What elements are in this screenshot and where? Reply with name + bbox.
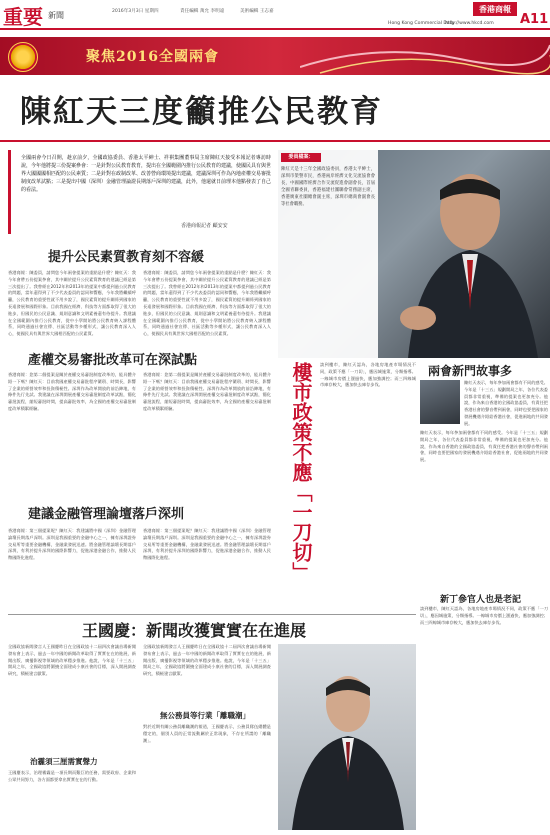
caption-body: 陳紅天是十三年全國政協委員，香港太平紳士，深圳市榮譽市民，香港兩岸經濟文化交流協會會長，中國國際經濟合作交流促進會副會長，首屆全國青聯委員，香港福建社團聯會常務副主席，香港廣東社團總會副主席，深圳市總商會副會長等社會職務。 xyxy=(281,167,375,207)
section-heading: 產權交易審批改革可在深試點 xyxy=(28,353,198,368)
section-heading: 建議金融管理論壇落戶深圳 xyxy=(28,507,185,522)
lead-byline: 香港商報記者 顧安安 xyxy=(181,223,228,229)
headline-rule xyxy=(0,140,550,142)
section-title: 重要 xyxy=(3,5,43,29)
speaker-photo xyxy=(278,644,416,830)
section-heading: 兩會新門故事多 xyxy=(428,364,513,378)
caption-box xyxy=(278,150,378,358)
speaker-figure xyxy=(278,644,416,830)
article-text: 香港商報：第三個提案呢？陳紅天：我建議將中國（深圳）金融管理論壇長期落戶深圳。深圳是我國重要的金融中心之一，擁有深圳證券交易所等重要金融機構，金融業發展迅速。將金融管理論壇長期落戶深圳，有利於提升深圳的國際影響力，促進深港金融合作，推動人民幣國際化進程。 xyxy=(143,528,271,561)
topic-banner xyxy=(0,37,550,75)
subsection-label: 新聞 xyxy=(48,11,64,20)
paper-url: http://www.hkcd.com xyxy=(445,21,494,26)
portrait-figure xyxy=(378,150,550,358)
section-heading: 新丁參官人也是老記 xyxy=(440,595,522,605)
caption-label: 委員檔案： xyxy=(281,153,321,162)
article-text: 香港商報：您第二個提案是關於產權交易審批制度改革的，能具體介紹一下嗎？陳紅天：目前我國產權交易審批程序繁瑣、時間長，影響了企業的經營效率和投資積極性。深圳作為改革開放的前沿陣地，有條件先行先試。我建議在深圳開展產權交易審批制度改革試點，簡化審批流程，縮短審批時間，提高審批效率，為全國的產權交易審批制度改革積累經驗。 xyxy=(143,372,271,411)
article-text: 談到樓市，陳紅天認為，各地房地產市場情況不同，政策不應「一刀切」，應因城施策，分類指導。一線城市房價上漲過快，應加強調控；而三四線城市庫存較大，應加快去庫存步伐。 xyxy=(320,362,416,388)
article-text: 陳紅天表示，每年參加兩會都有不同的感受。今年是「十三五」規劃開局之年，各位代表委員都非常重視，準備的提案也更加充分。他說，作為來自香港的全國政協委員，有責任把香港社會的聲音帶到兩會，同時也要把國家的發展機遇介紹給香港社會，促進兩地的共同發展。 xyxy=(464,380,548,426)
section-heading: 提升公民素質教育刻不容緩 xyxy=(48,250,205,265)
date-line: 2016年3月3日 星期四 xyxy=(112,9,159,14)
article-text: 全國政協新聞發言人王國慶昨日在全國政協十二屆四次會議首場新聞發布會上表示，過去一年中國的新聞改革取得了實實在在的進展，新聞出版、廣播影視等領域的改革穩步推進。他說，今年是「十三五」開局之年，全國政協將圍繞全面建成小康社會的目標，深入開展調查研究，積極建言獻策。 xyxy=(8,644,136,677)
article-text: 香港商報：第三個提案呢？陳紅天：我建議將中國（深圳）金融管理論壇長期落戶深圳。深圳是我國重要的金融中心之一，擁有深圳證券交易所等重要金融機構，金融業發展迅速。將金融管理論壇長期落戶深圳，有利於提升深圳的國際影響力，促進深港金融合作，推動人民幣國際化進程。 xyxy=(8,528,136,561)
vertical-headline: 樓市政策不應「一刀切」 xyxy=(289,362,313,582)
masthead xyxy=(0,0,550,30)
article-text: 全國政協新聞發言人王國慶昨日在全國政協十二屆四次會議首場新聞發布會上表示，過去一年中國的新聞改革取得了實實在在的進展，新聞出版、廣播影視等領域的改革穩步推進。他說，今年是「十三五」開局之年，全國政協將圍繞全面建成小康社會的目標，深入開展調查研究，積極建言獻策。 xyxy=(143,644,271,677)
editor-line: 責任編輯 萬允 李明遠 xyxy=(180,9,225,14)
paper-logo: 香港商報 xyxy=(473,2,517,16)
inset-photo xyxy=(420,380,460,424)
article-text: 香港商報：陳委員，請問您今年兩會提案的重點是什麼？陳紅天：我今年會帶五份提案參會，其中關於提升公民素質教育的建議已經是第三次提出了。我曾經在2012年和2013年的提案中都提到過公民教育的問題，當年還得到了不少代表委員的認同和響應，今年我將繼續呼籲，公民教育的重要性就不用多說了，國民素質的提升關係到國家的長遠發展和國際形象。目前我國在經濟、科技等方面都取得了很大的進步，但國民的公民意識、規則意識和文明素養還有待提升。我建議在全國範圍內推行公民教育，從中小學開始將公民教育納入課程體系，同時通過社會宣傳、社區活動等多種形式，讓公民教育深入人心，使國民具有與世界大國相匹配的公民素質。 xyxy=(8,270,136,337)
main-headline: 陳紅天三度籲推公民教育 xyxy=(20,94,383,130)
article-text: 對於近期有關公務員離職潮的報道，王國慶表示，公務員隊伍總體是穩定的，個別人員的正常流動屬於正常現象，不存在所謂的「離職潮」。 xyxy=(143,724,271,743)
lead-text: 全國兩會今日召開，趁京前夕，全國政協委員、香港太平紳士、祥祺集團董事局主席陳紅天接受本報記者專訪時說，今年他將提三份提案參會：一是針對公民教育教育，提出在全國範圍內推行公民教育的建議，使國民具有與世界大國國國相匹配的公民素質；二是針對在政制改革、改善營商環境提出建議，建議深圳可作為內地產權交易審批制度改革試點；三是提出中國（深圳）金融管理論證長期落戶深圳的建議，此外，他還就日前理本他點發表了自己的看法。 xyxy=(21,155,271,193)
page-number: A11 xyxy=(520,12,549,27)
paper-name: Hong Kong Commercial Daily xyxy=(388,21,455,26)
portrait-photo xyxy=(278,150,550,358)
article-text: 香港商報：陳委員，請問您今年兩會提案的重點是什麼？陳紅天：我今年會帶五份提案參會，其中關於提升公民素質教育的建議已經是第三次提出了。我曾經在2012年和2013年的提案中都提到過公民教育的問題，當年還得到了不少代表委員的認同和響應，今年我將繼續呼籲，公民教育的重要性就不用多說了，國民素質的提升關係到國家的長遠發展和國際形象。目前我國在經濟、科技等方面都取得了很大的進步，但國民的公民意識、規則意識和文明素養還有待提升。我建議在全國範圍內推行公民教育，從中小學開始將公民教育納入課程體系，同時通過社會宣傳、社區活動等多種形式，讓公民教育深入人心，使國民具有與世界大國相匹配的公民素質。 xyxy=(143,270,271,337)
divider xyxy=(8,614,416,615)
article-text: 王國慶表示，治理霧霾是一項長期而艱巨的任務，需要政府、企業和公眾共同努力，各方面都要拿出實實在在的行動。 xyxy=(8,770,136,782)
section-heading: 無公務員等行業「離職潮」 xyxy=(160,711,250,720)
article-text: 陳紅天表示，每年參加兩會都有不同的感受。今年是「十三五」規劃開局之年，各位代表委員都非常重視，準備的提案也更加充分。他說，作為來自香港的全國政協委員，有責任把香港社會的聲音帶到兩會，同時也要把國家的發展機遇介紹給香港社會，促進兩地的共同發展。 xyxy=(420,430,548,463)
article-text: 談到樓市，陳紅天認為，各地房地產市場情況不同，政策不應「一刀切」，應因城施策，分類指導。一線城市房價上漲過快，應加強調控；而三四線城市庫存較大，應加快去庫存步伐。 xyxy=(420,606,548,625)
lead-box xyxy=(8,150,273,234)
designer-line: 美術編輯 王志嘉 xyxy=(240,9,274,14)
banner-title: 聚焦2016全國兩會 xyxy=(86,49,219,65)
section-heading: 王國慶：新聞改獲實實在在進展 xyxy=(82,621,307,640)
ribbon-decoration xyxy=(300,37,550,75)
article-text: 香港商報：您第二個提案是關於產權交易審批制度改革的，能具體介紹一下嗎？陳紅天：目前我國產權交易審批程序繁瑣、時間長，影響了企業的經營效率和投資積極性。深圳作為改革開放的前沿陣地，有條件先行先試。我建議在深圳開展產權交易審批制度改革試點，簡化審批流程，縮短審批時間，提高審批效率，為全國的產權交易審批制度改革積累經驗。 xyxy=(8,372,136,411)
section-heading: 治霾須三厘需實聲力 xyxy=(30,757,98,766)
emblem-icon xyxy=(8,42,38,72)
